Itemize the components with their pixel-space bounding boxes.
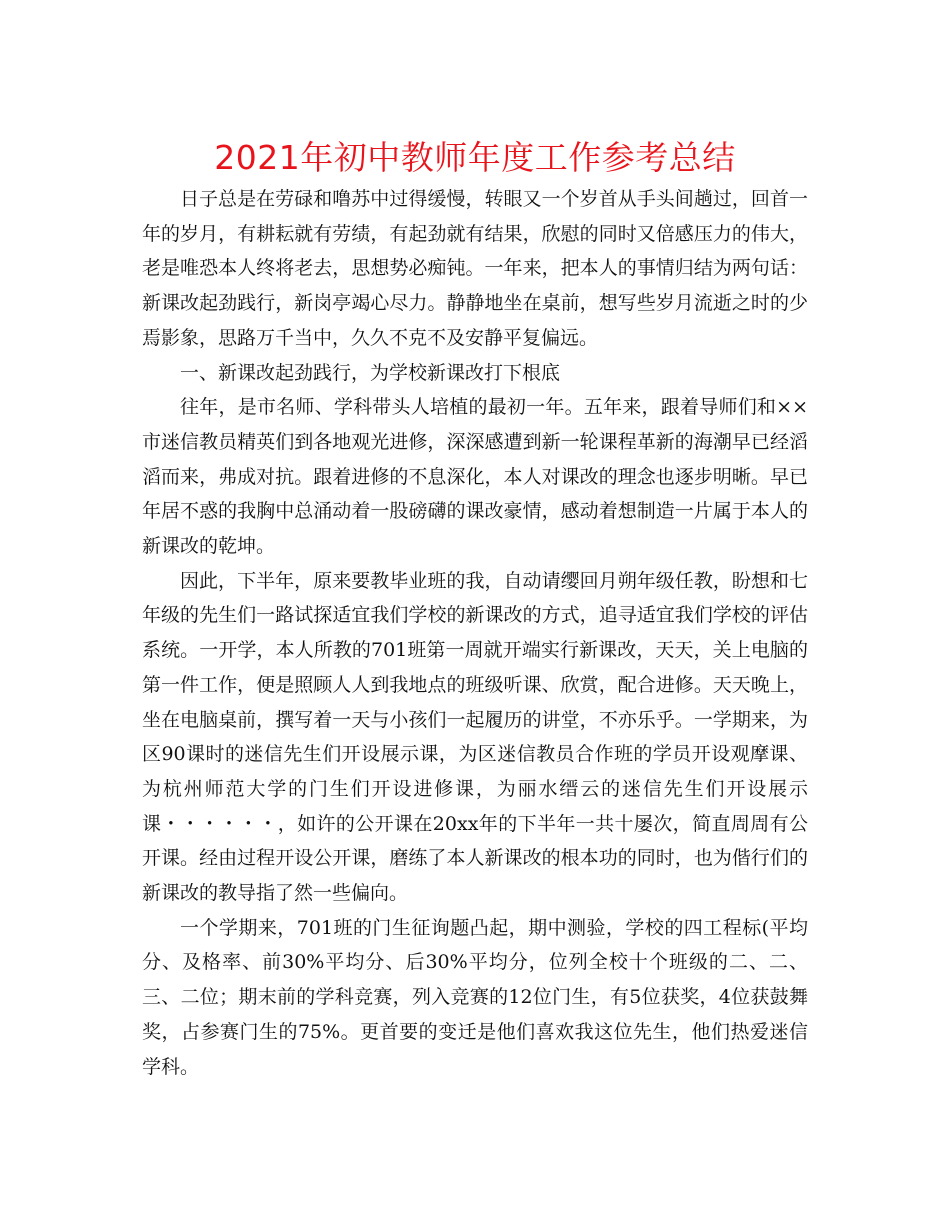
paragraph-intro: 日子总是在劳碌和噜苏中过得缓慢，转眼又一个岁首从手头间趟过，回首一年的岁月，有耕耘就有劳绩，有起劲就有结果，欣慰的同时又倍感压力的伟大，老是唯恐本人终将老去，思想势必痴钝。一年来，把本人的事情归结为两句话：新课改起劲践行，新岗亭竭心尽力。静静地坐在桌前，想写些岁月流逝之时的少焉影象，思路万千当中，久久不克不及安静平复偏远。 xyxy=(142,188,808,349)
document-title: 2021年初中教师年度工作参考总结 xyxy=(214,138,736,177)
paragraph-results: 一个学期来，701班的门生征询题凸起，期中测验，学校的四工程标(平均分、及格率、前30%平均分、后30%平均分，位列全校十个班级的二、二、三、二位；期末前的学科竞赛，列入竞赛的12位门生，有5位获奖，4位获鼓舞奖，占参赛门生的75%。更首要的变迁是他们喜欢我这位先生，他们热爱迷信学科。 xyxy=(142,916,808,1078)
paragraph-reform: 往年，是市名师、学科带头人培植的最初一年。五年来，跟着导师们和××市迷信教员精英们到各地观光进修，深深感遭到新一轮课程革新的海潮早已经滔滔而来，弗成对抗。跟着进修的不息深化，本人对课改的理念也逐步明晰。早已年居不惑的我胸中总涌动着一股磅礴的课改豪情，感动着想制造一片属于本人的新课改的乾坤。 xyxy=(142,396,808,558)
paragraph-teaching: 因此，下半年，原来要教毕业班的我，自动请缨回月朔年级任教，盼想和七年级的先生们一路试探适宜我们学校的新课改的方式，追寻适宜我们学校的评估系统。一开学，本人所教的701班第一周就开端实行新课改，天天，关上电脑的第一件工作，便是照顾人人到我地点的班级听课、欣赏，配合进修。天天晚上，坐在电脑桌前，撰写着一天与小孩们一起履历的讲堂，不亦乐乎。一学期来，为区90课时的迷信先生们开设展示课，为区迷信教员合作班的学员开设观摩课、为杭州师范大学的门生们开设进修课，为丽水缙云的迷信先生们开设展示课・・・・・・，如许的公开课在20xx年的下半年一共十屡次，简直周周有公开课。经由过程开设公开课，磨练了本人新课改的根本功的同时，也为偕行们的新课改的教导指了然一些偏向。 xyxy=(142,569,808,905)
section-heading-1: 一、新课改起劲践行，为学校新课改打下根底 xyxy=(180,361,561,384)
document-body xyxy=(142,182,808,1084)
